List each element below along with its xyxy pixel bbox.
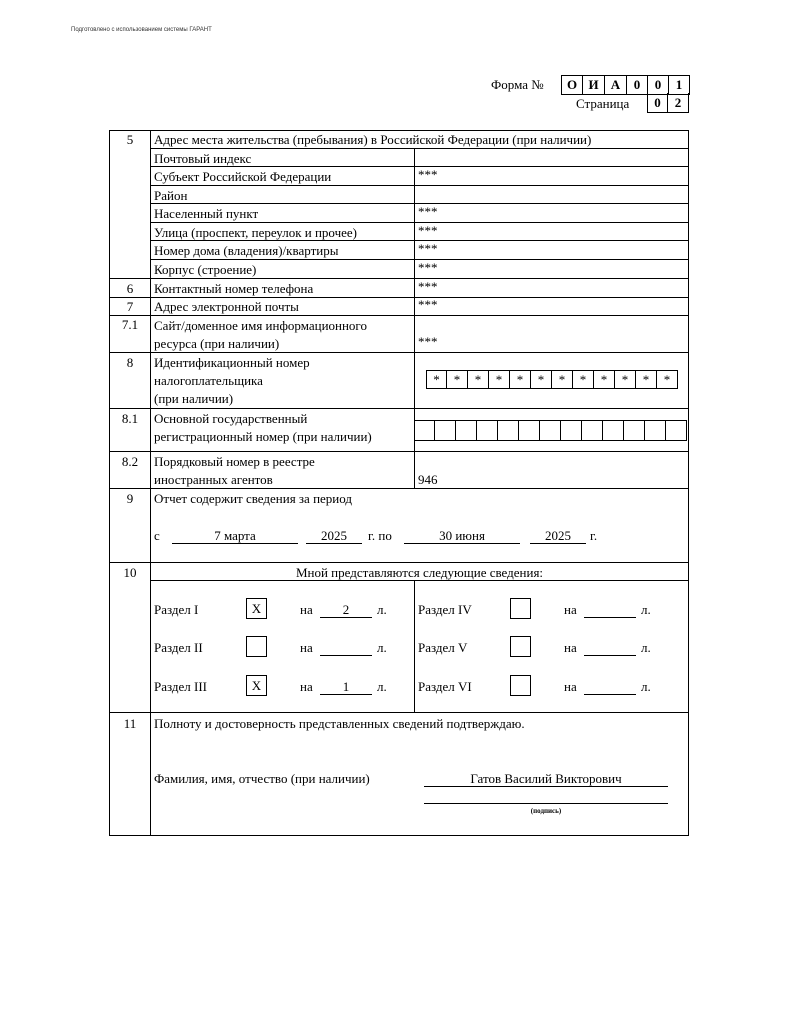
section-v-checkbox[interactable] (510, 636, 531, 657)
sec10-num: 10 (123, 565, 137, 580)
inn-cell: * (615, 370, 636, 389)
section-i-count-line (320, 617, 372, 618)
section-vi-count-line (584, 694, 636, 695)
section-iii-label: Раздел III (154, 679, 208, 694)
sec10-divider (414, 580, 415, 712)
section-iv-checkbox[interactable] (510, 598, 531, 619)
section-i-label: Раздел I (154, 602, 199, 617)
section-v-on: на (564, 640, 577, 655)
row-divider (109, 408, 689, 409)
sec81-label-line2: регистрационный номер (при наличии) (154, 429, 372, 444)
sec9-year-to: г. по (368, 528, 392, 543)
sec11-title: Полноту и достоверность представленных сведений подтверждаю. (154, 716, 525, 731)
sec9-to-year: 2025 (545, 528, 571, 543)
inn-cell: * (426, 370, 447, 389)
sec9-from-date: 7 марта (214, 528, 256, 543)
inn-cell: * (489, 370, 510, 389)
ogrn-cell (435, 420, 456, 441)
sec5-label-building: Корпус (строение) (154, 262, 257, 277)
section-i-on: на (300, 602, 313, 617)
section-iii-count: 1 (342, 679, 350, 694)
sec5-value-street: *** (418, 223, 438, 238)
row-divider (109, 451, 689, 452)
ogrn-cell (666, 420, 687, 441)
inn-cell: * (594, 370, 615, 389)
section-v-sheets: л. (641, 640, 651, 655)
sec7-label: Адрес электронной почты (154, 299, 299, 314)
sec5-num: 5 (126, 132, 134, 147)
page-number-cell: 2 (668, 93, 689, 113)
ogrn-cell (603, 420, 624, 441)
section-i-count: 2 (342, 602, 350, 617)
sec5-label-postcode: Почтовый индекс (154, 151, 252, 166)
section-vi-label: Раздел VI (418, 679, 472, 694)
inn-cell: * (552, 370, 573, 389)
sec9-from-year-line (306, 543, 362, 544)
form-code (561, 75, 690, 95)
sec8-label-line3: (при наличии) (154, 391, 234, 406)
sec5-label-district: Район (154, 188, 188, 203)
fio-value: Гатов Василий Викторович (470, 771, 622, 786)
sec8-label-line1: Идентификационный номер (154, 355, 310, 370)
sec9-from-date-line (172, 543, 298, 544)
sec11-num: 11 (123, 716, 137, 731)
header-note: Подготовлено с использованием системы ГАРАНТ (71, 27, 212, 33)
signature-label: (подпись) (530, 807, 562, 815)
section-v-count-line (584, 655, 636, 656)
row-divider (150, 148, 689, 149)
section-ii-on: на (300, 640, 313, 655)
ogrn-cell (624, 420, 645, 441)
section-iii-checkbox[interactable]: X (246, 675, 267, 696)
ogrn-cell (561, 420, 582, 441)
sec5-value-house: *** (418, 241, 438, 256)
sec71-num: 7.1 (121, 317, 139, 332)
sec71-label-line1: Сайт/доменное имя информационного (154, 318, 367, 333)
sec5-label-street: Улица (проспект, переулок и прочее) (154, 225, 358, 240)
section-iv-on: на (564, 602, 577, 617)
num-column-divider (150, 130, 151, 836)
ogrn-cell (456, 420, 477, 441)
inn-cell: * (447, 370, 468, 389)
sec8-label-line2: налогоплательщика (154, 373, 263, 388)
section-ii-sheets: л. (377, 640, 387, 655)
section-vi-checkbox[interactable] (510, 675, 531, 696)
sec7-value: *** (418, 297, 438, 312)
ogrn-cell (540, 420, 561, 441)
signature-line (424, 803, 668, 804)
form-code-cell: И (583, 75, 605, 95)
inn-cell: * (636, 370, 657, 389)
section-iii-count-line (320, 694, 372, 695)
ogrn-cell (582, 420, 603, 441)
sec6-num: 6 (126, 281, 134, 296)
inn-cells (426, 370, 678, 389)
page-label: Страница (576, 96, 630, 111)
sec6-value: *** (418, 279, 438, 294)
section-vi-on: на (564, 679, 577, 694)
sec5-value-region: *** (418, 167, 438, 182)
page-number (647, 93, 689, 113)
sec71-label-line2: ресурса (при наличии) (154, 336, 280, 351)
section-i-checkbox[interactable]: X (246, 598, 267, 619)
section-ii-checkbox[interactable] (246, 636, 267, 657)
form-code-cell: 1 (669, 75, 690, 95)
inn-cell: * (510, 370, 531, 389)
sec10-title: Мной представляются следующие сведения: (295, 565, 544, 580)
section-vi-sheets: л. (641, 679, 651, 694)
row-divider (150, 185, 689, 186)
sec5-label-locality: Населенный пункт (154, 206, 259, 221)
sec71-value: *** (418, 334, 438, 349)
section-iv-label: Раздел IV (418, 602, 472, 617)
section-iii-sheets: л. (377, 679, 387, 694)
section-iv-sheets: л. (641, 602, 651, 617)
row-divider (109, 297, 689, 298)
sec9-to-year-line (530, 543, 586, 544)
row-divider (109, 562, 689, 563)
row-divider (109, 712, 689, 713)
inn-cell: * (573, 370, 594, 389)
sec82-label-line1: Порядковый номер в реестре (154, 454, 315, 469)
section-ii-count-line (320, 655, 372, 656)
sec82-num: 8.2 (121, 454, 139, 469)
ogrn-cell (498, 420, 519, 441)
sec7-num: 7 (126, 299, 134, 314)
section-iii-on: на (300, 679, 313, 694)
sec9-year-end: г. (590, 528, 598, 543)
section-iv-count-line (584, 617, 636, 618)
section-v-label: Раздел V (418, 640, 468, 655)
inn-cell: * (468, 370, 489, 389)
sec5-title: Адрес места жительства (пребывания) в Российской Федерации (при наличии) (154, 132, 592, 147)
sec9-from-prefix: с (154, 528, 160, 543)
sec9-to-date: 30 июня (439, 528, 485, 543)
sec81-num: 8.1 (121, 411, 139, 426)
sec9-num: 9 (126, 491, 134, 506)
fio-line (424, 786, 668, 787)
inn-cell: * (657, 370, 678, 389)
form-code-cell: О (561, 75, 583, 95)
ogrn-cells (414, 420, 687, 441)
sec8-num: 8 (126, 355, 134, 370)
sec9-from-year: 2025 (321, 528, 347, 543)
row-divider (150, 580, 689, 581)
sec5-label-region: Субъект Российской Федерации (154, 169, 332, 184)
row-divider (109, 315, 689, 316)
page-number-cell: 0 (647, 93, 668, 113)
row-divider (109, 278, 689, 279)
form-code-cell: 0 (627, 75, 648, 95)
sec81-label-line1: Основной государственный (154, 411, 308, 426)
fio-label: Фамилия, имя, отчество (при наличии) (154, 771, 370, 786)
form-code-cell: 0 (648, 75, 669, 95)
sec9-to-date-line (404, 543, 520, 544)
sec82-value: 946 (418, 472, 438, 487)
sec5-value-building: *** (418, 260, 438, 275)
form-label: Форма № (491, 77, 544, 92)
sec6-label: Контактный номер телефона (154, 281, 314, 296)
ogrn-cell (477, 420, 498, 441)
sec5-label-house: Номер дома (владения)/квартиры (154, 243, 339, 258)
sec9-title: Отчет содержит сведения за период (154, 491, 352, 506)
ogrn-cell (519, 420, 540, 441)
sec82-label-line2: иностранных агентов (154, 472, 273, 487)
section-i-sheets: л. (377, 602, 387, 617)
ogrn-cell (645, 420, 666, 441)
inn-cell: * (531, 370, 552, 389)
ogrn-cell (414, 420, 435, 441)
section-ii-label: Раздел II (154, 640, 203, 655)
form-code-cell: А (605, 75, 627, 95)
sec5-value-locality: *** (418, 204, 438, 219)
